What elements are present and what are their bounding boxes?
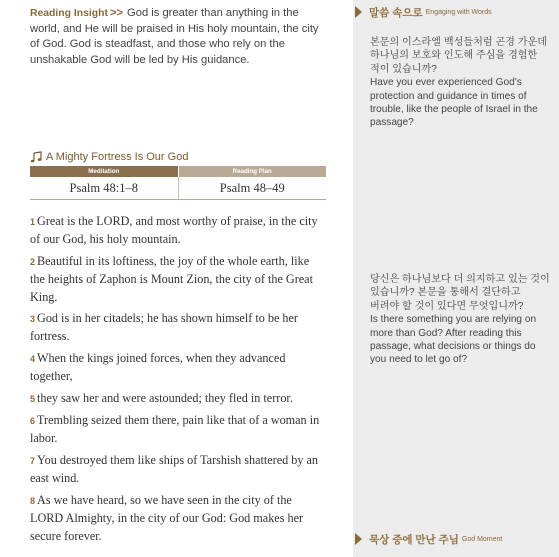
reading-plan-value: Psalm 48–49 xyxy=(219,181,285,195)
reading-plan-header: Reading Plan xyxy=(179,166,327,177)
question-1-en: Have you ever experienced God's protection and guidance in times of trouble, like the people of Israel in the passage? xyxy=(370,77,538,129)
verse-text: Trembling seized them there, pain like that of a woman in labor. xyxy=(30,413,320,446)
verse-number: 2 xyxy=(30,256,36,267)
section-title xyxy=(30,151,188,163)
insight-text: God is greater than anything in the world, and He will be praised in His holy mountain, the city of God. God is steadfast, and those who rely on the unshakable God will be led by His guidance. xyxy=(30,7,319,66)
god-moment-header xyxy=(353,531,553,547)
verse-text: You destroyed them like ships of Tarshish shattered by an east wind. xyxy=(30,452,319,486)
verse-number: 6 xyxy=(30,416,36,427)
verse-text: God is in her citadels; he has shown himself to be her fortress. xyxy=(30,311,298,344)
reflection-question-2 xyxy=(370,273,550,367)
verse xyxy=(30,310,326,346)
meditation-header: Meditation xyxy=(30,166,178,177)
scripture-passage xyxy=(30,213,326,549)
insight-label: Reading Insight xyxy=(30,8,108,19)
verse xyxy=(30,452,326,488)
section-title-text: A Mighty Fortress Is Our God xyxy=(46,151,189,163)
god-moment-header-ko: 묵상 중에 만난 주님 xyxy=(369,533,459,546)
reading-plan-table xyxy=(30,166,326,200)
verse xyxy=(30,492,326,545)
question-1-ko: 본문의 이스라엘 백성들처럼 곤경 가운데 하나님의 보호와 인도해 주심을 경험한 적이 있습니까? xyxy=(370,37,547,75)
verse-number: 3 xyxy=(30,314,36,325)
meditation-value: Psalm 48:1–8 xyxy=(30,177,179,199)
god-moment-header-en: God Moment xyxy=(461,535,503,543)
reflection-question-1 xyxy=(370,36,550,130)
question-2-en: Is there something you are relying on more than God? After reading this passage, what decisions or things do you need to let go of? xyxy=(370,314,537,366)
music-note-icon xyxy=(30,151,42,163)
verse-number: 8 xyxy=(30,495,36,506)
insight-arrows: >> xyxy=(109,7,124,19)
verse-text: When the kings joined forces, when they advanced together, xyxy=(30,350,286,384)
plan-header-row xyxy=(30,166,326,177)
question-2-ko: 당신은 하나님보다 더 의지하고 있는 것이 있습니까? 본문을 통해서 결단하고 버려야 할 것이 있다면 무엇입니까? xyxy=(370,274,550,312)
verse xyxy=(30,350,326,386)
engaging-header-ko: 말씀 속으로 xyxy=(369,6,423,19)
verse-number: 1 xyxy=(30,217,36,227)
reading-insight xyxy=(30,6,330,68)
verse-number: 4 xyxy=(30,353,36,364)
triangle-marker-icon xyxy=(355,6,362,18)
verse xyxy=(30,213,326,249)
verse-text: Beautiful in its loftiness, the joy of the whole earth, like the heights of Zaphon is Mount Zion, the city of the Great King. xyxy=(30,253,313,304)
verse-text: they saw her and were astounded; they fled in terror. xyxy=(37,390,293,405)
verse-text: As we have heard, so we have seen in the city of the LORD Almighty, in the city of our God: God makes her secure forever. xyxy=(30,492,304,543)
reflection-sidebar xyxy=(353,0,559,557)
verse xyxy=(30,390,326,408)
verse-text: Great is the LORD, and most worthy of praise, in the city of our God, his holy mountain. xyxy=(30,214,318,247)
verse-number: 5 xyxy=(30,393,36,404)
verse xyxy=(30,412,326,448)
engaging-header xyxy=(353,4,553,20)
verse xyxy=(30,253,326,306)
triangle-marker-icon xyxy=(355,533,362,545)
engaging-header-en: Engaging with Words xyxy=(425,8,492,16)
plan-value-row xyxy=(30,177,326,200)
verse-number: 7 xyxy=(30,455,36,466)
